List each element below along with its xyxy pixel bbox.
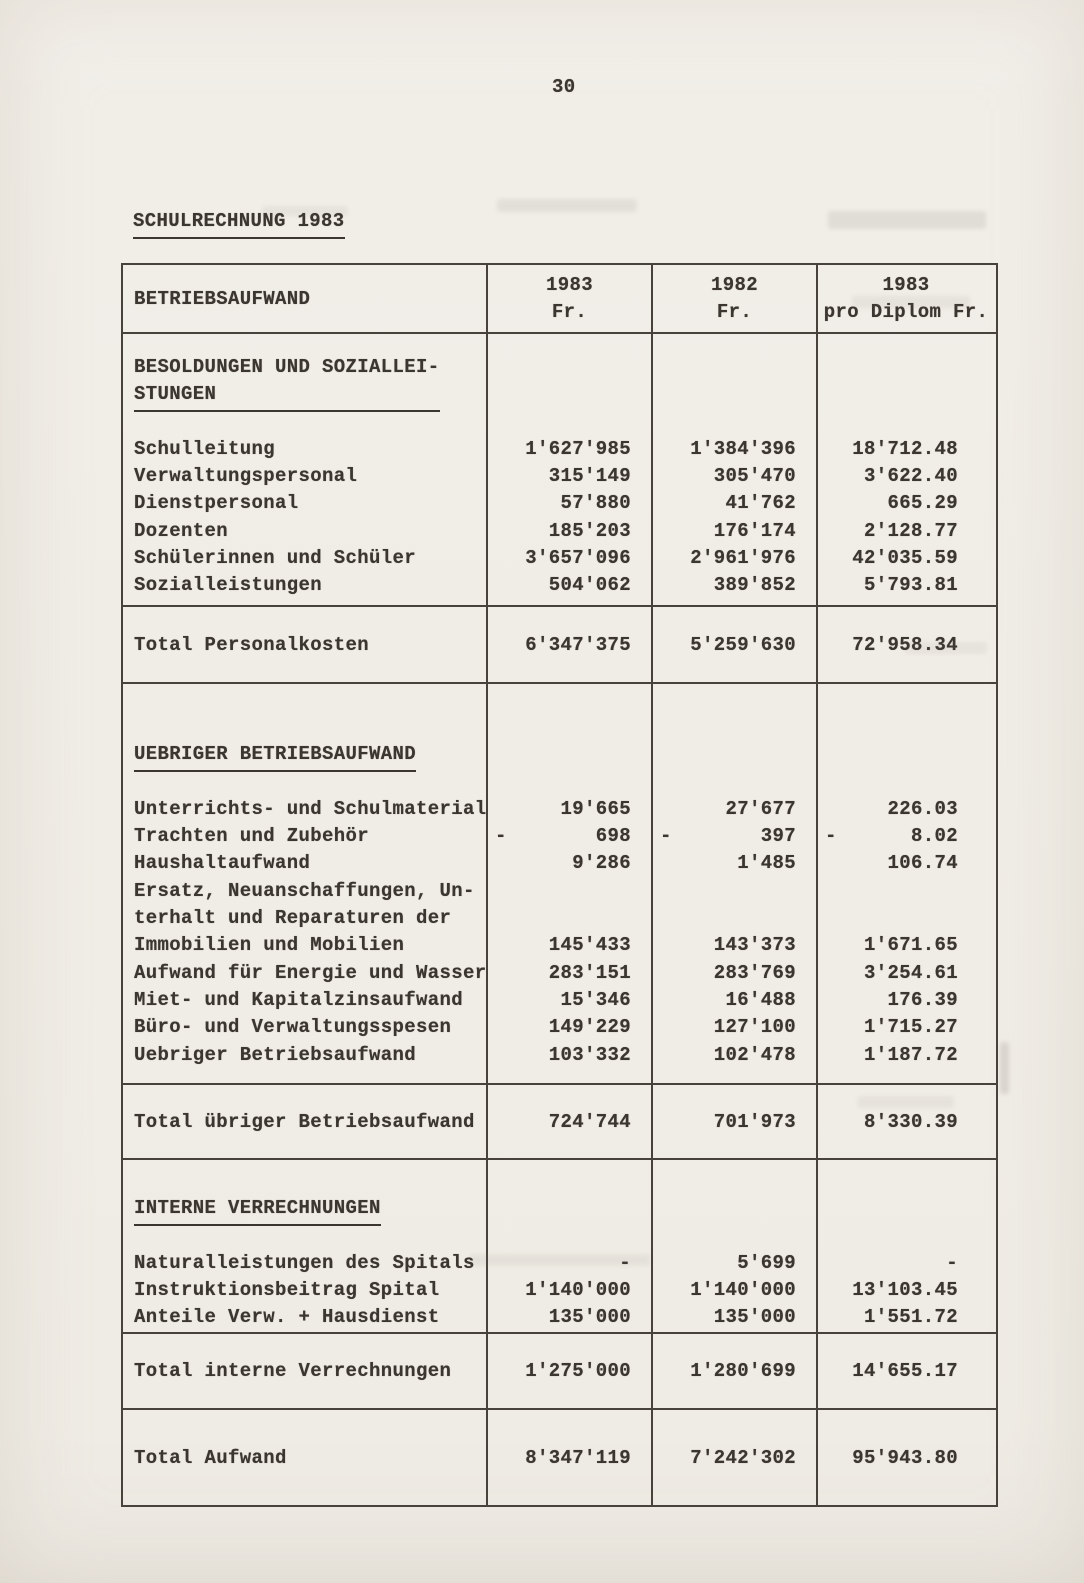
cell-value: 41'762 (725, 492, 796, 515)
section-uebriger-betriebsaufwand (123, 682, 996, 1083)
value-column-pro-diplom (816, 684, 994, 1083)
cell-value: 1'384'396 (690, 437, 796, 460)
row-label: Miet- und Kapitalzinsaufwand (134, 988, 464, 1011)
header-unit: Fr. (716, 301, 753, 323)
value-column-1982 (651, 684, 816, 1083)
cell-value: 143'373 (713, 934, 796, 957)
cell-value: - 698 (488, 823, 651, 850)
row-label: Schülerinnen und Schüler (134, 547, 417, 570)
cell-value: 16'488 (725, 988, 796, 1011)
header-year: 1982 (710, 274, 758, 296)
header-year: 1983 (545, 274, 593, 296)
cell-value: 1'140'000 (690, 1279, 796, 1302)
minus-sign: - (825, 825, 837, 848)
row-label: Unterrichts- und Schulmaterial (134, 797, 487, 820)
table-header-row (123, 265, 996, 332)
total-value: 5'259'630 (690, 633, 796, 656)
cell-value: 283'769 (713, 961, 796, 984)
row-label: Aufwand für Energie und Wasser (134, 961, 487, 984)
cell-value: 5'699 (737, 1251, 796, 1274)
header-year: 1983 (882, 274, 930, 296)
value-column-1983 (486, 1160, 651, 1332)
cell-value: 5'793.81 (863, 574, 958, 597)
bleed-through-artifact (828, 211, 986, 229)
cell-value: 389'852 (713, 574, 796, 597)
header-label: BETRIEBSAUFWAND (134, 287, 311, 310)
value-column-1982 (651, 1160, 816, 1332)
cell-value: 106.74 (887, 852, 958, 875)
bleed-through-artifact (497, 199, 637, 212)
cell-value: 127'100 (713, 1016, 796, 1039)
header-col-pro-diplom (816, 265, 994, 332)
cell-value: 305'470 (713, 465, 796, 488)
cell-value: 185'203 (548, 519, 631, 542)
value-column-1983 (486, 684, 651, 1083)
label-column (123, 1160, 486, 1332)
total-label: Total Personalkosten (134, 633, 370, 656)
section-heading-line: INTERNE VERRECHNUNGEN (134, 1197, 381, 1220)
section-besoldungen (123, 332, 996, 605)
cell-value: 42'035.59 (852, 547, 958, 570)
cell-value: 665.29 (887, 492, 958, 515)
cell-value: - (619, 1251, 631, 1274)
cell-value: 2'128.77 (863, 519, 958, 542)
cell-value: 1'140'000 (525, 1279, 631, 1302)
cell-value: 3'622.40 (863, 465, 958, 488)
row-label: Naturalleistungen des Spitals (134, 1251, 475, 1274)
total-value: 14'655.17 (852, 1360, 958, 1382)
value-column-1982 (651, 334, 816, 605)
total-personalkosten-row (123, 605, 996, 682)
cell-value: 1'627'985 (525, 437, 631, 460)
section-heading-line: BESOLDUNGEN UND SOZIALLEI- (134, 356, 440, 378)
cell-value: 18'712.48 (852, 437, 958, 460)
cell-value: 1'485 (737, 852, 796, 875)
total-value: 1'280'699 (690, 1360, 796, 1382)
total-label: Total interne Verrechnungen (134, 1360, 452, 1382)
row-label: Trachten und Zubehör (134, 825, 370, 848)
cell-value: 15'346 (560, 988, 631, 1011)
cell-value: 57'880 (560, 492, 631, 515)
total-value: 95'943.80 (852, 1446, 958, 1469)
cell-value: 176'174 (713, 519, 796, 542)
cell-value: 19'665 (560, 797, 631, 820)
document-title: SCHULRECHNUNG 1983 (133, 208, 345, 239)
cell-value: 2'961'976 (690, 547, 796, 570)
cell-value: 1'551.72 (863, 1306, 958, 1329)
cell-value: 504'062 (548, 574, 631, 597)
row-label: Instruktionsbeitrag Spital (134, 1279, 440, 1302)
header-col-1982 (651, 265, 816, 332)
total-interne-row (123, 1332, 996, 1408)
cell-value: 226.03 (887, 797, 958, 820)
minus-sign: - (495, 825, 507, 848)
row-label: Schulleitung (134, 437, 276, 460)
cell-value: 9'286 (572, 852, 631, 875)
total-value: 8'330.39 (863, 1110, 958, 1133)
section-heading (134, 1195, 381, 1225)
header-unit: Fr. (551, 301, 588, 323)
section-heading-line: UEBRIGER BETRIEBSAUFWAND (134, 743, 417, 766)
row-label: Dozenten (134, 519, 229, 542)
total-value: 724'744 (548, 1110, 631, 1133)
value-column-pro-diplom (816, 1160, 994, 1332)
total-label: Total Aufwand (134, 1446, 287, 1469)
row-label: Verwaltungspersonal (134, 465, 358, 488)
section-interne-verrechnungen (123, 1158, 996, 1332)
total-value: 6'347'375 (525, 633, 631, 656)
cell-value: 27'677 (725, 797, 796, 820)
cell-value: 103'332 (548, 1043, 631, 1066)
total-value: 7'242'302 (690, 1446, 796, 1469)
total-value: 701'973 (713, 1110, 796, 1133)
cell-value: 283'151 (548, 961, 631, 984)
cell-value: 1'671.65 (863, 934, 958, 957)
cell-value: 1'187.72 (863, 1043, 958, 1066)
row-label: Büro- und Verwaltungsspesen (134, 1016, 452, 1039)
scan-smudge (1000, 1042, 1009, 1094)
cell-value: 149'229 (548, 1016, 631, 1039)
row-label: Haushaltaufwand (134, 852, 311, 875)
cell-value: 3'254.61 (863, 961, 958, 984)
cell-value: 145'433 (548, 934, 631, 957)
total-aufwand-row (123, 1408, 996, 1505)
row-label: terhalt und Reparaturen der (134, 907, 452, 930)
value-column-1983 (486, 334, 651, 605)
section-heading-line: STUNGEN (134, 383, 217, 406)
section-heading (134, 741, 416, 771)
row-label: Uebriger Betriebsaufwand (134, 1043, 417, 1066)
cell-value: 102'478 (713, 1043, 796, 1066)
label-column (123, 334, 486, 605)
minus-sign: - (660, 825, 672, 848)
section-heading (134, 354, 440, 412)
label-column (123, 684, 486, 1083)
row-label: Dienstpersonal (134, 492, 299, 515)
header-unit: pro Diplom Fr. (823, 301, 989, 323)
row-label: Anteile Verw. + Hausdienst (134, 1306, 440, 1329)
value-column-pro-diplom (816, 334, 994, 605)
cell-value: 1'715.27 (863, 1016, 958, 1039)
cell-value: 315'149 (548, 465, 631, 488)
row-label: Sozialleistungen (134, 574, 323, 597)
page-number: 30 (552, 76, 576, 98)
cell-value: 135'000 (713, 1306, 796, 1329)
header-col-1983 (486, 265, 651, 332)
cell-value: 3'657'096 (525, 547, 631, 570)
row-label: Immobilien und Mobilien (134, 934, 405, 957)
total-value: 72'958.34 (852, 633, 958, 656)
cell-value: 176.39 (887, 988, 958, 1011)
cell-value: - (946, 1251, 958, 1274)
total-value: 1'275'000 (525, 1360, 631, 1382)
betriebsaufwand-table (121, 263, 998, 1507)
total-uebriger-row (123, 1083, 996, 1158)
cell-value: 135'000 (548, 1306, 631, 1329)
cell-value: - 8.02 (818, 823, 994, 850)
header-label-cell (123, 265, 486, 332)
total-label: Total übriger Betriebsaufwand (134, 1110, 475, 1133)
row-label: Ersatz, Neuanschaffungen, Un- (134, 879, 475, 902)
cell-value: - 397 (653, 823, 816, 850)
cell-value: 13'103.45 (852, 1279, 958, 1302)
total-value: 8'347'119 (525, 1446, 631, 1469)
